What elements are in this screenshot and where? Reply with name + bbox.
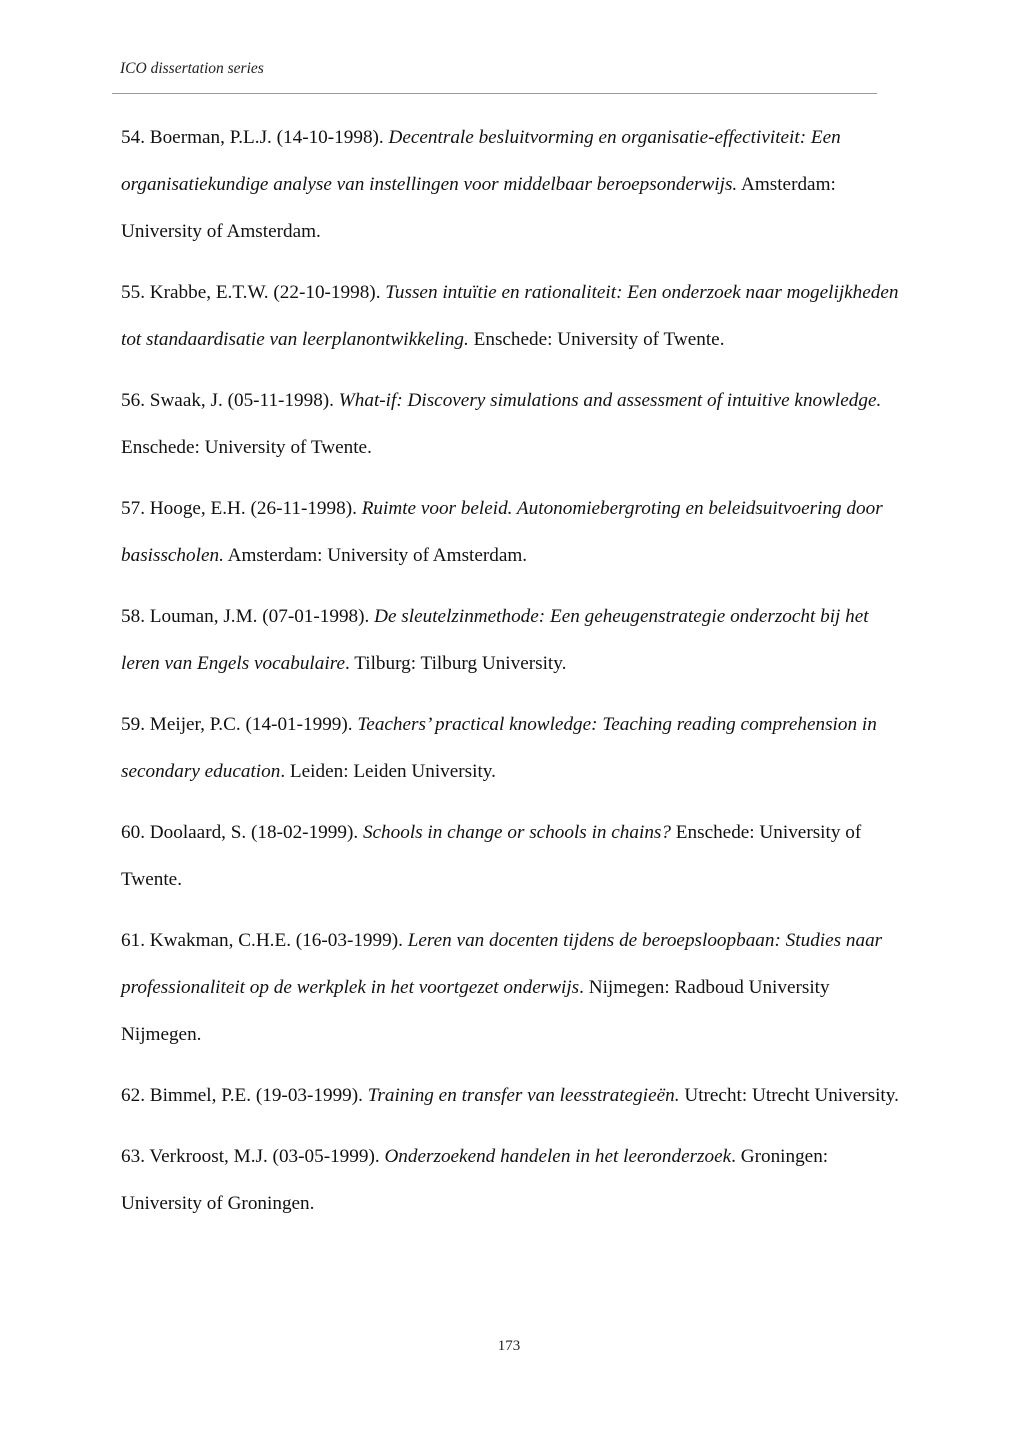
entry-publisher: . Nijmegen: Radboud University Nijmegen. bbox=[121, 977, 830, 1045]
entry-publisher: Utrecht: Utrecht University. bbox=[679, 1085, 899, 1106]
entry-publisher: . Groningen: University of Groningen. bbox=[121, 1146, 829, 1214]
bibliography-entry-55 bbox=[121, 269, 899, 363]
entry-publisher: Enschede: University of Twente. bbox=[121, 437, 372, 458]
bibliography-entry-58 bbox=[121, 593, 899, 687]
entry-title: Tussen intuïtie en rationaliteit: Een onderzoek naar mogelijkheden tot standaardisatie van leerplanontwikkeling. bbox=[121, 282, 899, 350]
entry-lead: 63. Verkroost, M.J. (03-05-1999). bbox=[121, 1146, 385, 1167]
bibliography-entry-60 bbox=[121, 809, 899, 903]
page-number: 173 bbox=[497, 1338, 521, 1354]
header-divider bbox=[112, 93, 877, 94]
entry-lead: 62. Bimmel, P.E. (19-03-1999). bbox=[121, 1085, 368, 1106]
bibliography-entry-62 bbox=[121, 1072, 899, 1119]
entry-publisher: . Leiden: Leiden University. bbox=[280, 761, 496, 782]
entry-lead: 60. Doolaard, S. (18-02-1999). bbox=[121, 822, 363, 843]
bibliography-entry-54 bbox=[121, 114, 899, 255]
running-header: ICO dissertation series bbox=[120, 60, 264, 77]
entry-title: Onderzoekend handelen in het leeronderzoek bbox=[384, 1146, 732, 1167]
entry-title: Schools in change or schools in chains? bbox=[362, 822, 671, 843]
entry-lead: 57. Hooge, E.H. (26-11-1998). bbox=[121, 498, 362, 519]
entry-title: Decentrale besluitvorming en organisatie-effectiviteit: Een organisatiekundige analyse van instellingen voor middelbaar beroepsonderwijs. bbox=[121, 127, 841, 195]
bibliography-entry-57 bbox=[121, 485, 899, 579]
entry-lead: 54. Boerman, P.L.J. (14-10-1998). bbox=[121, 127, 389, 148]
entry-publisher: . Tilburg: Tilburg University. bbox=[344, 653, 567, 674]
entry-publisher: Enschede: University of Twente. bbox=[468, 329, 725, 350]
entry-lead: 59. Meijer, P.C. (14-01-1999). bbox=[121, 714, 358, 735]
bibliography-entry-63 bbox=[121, 1133, 899, 1227]
entry-title: Leren van docenten tijdens de beroepsloopbaan: Studies naar professionaliteit op de werkplek in het voortgezet onderwijs bbox=[121, 930, 883, 998]
bibliography-entry-61 bbox=[121, 917, 899, 1058]
entry-lead: 58. Louman, J.M. (07-01-1998). bbox=[121, 606, 375, 627]
entry-title: What-if: Discovery simulations and assessment of intuitive knowledge. bbox=[338, 390, 882, 411]
entry-lead: 56. Swaak, J. (05-11-1998). bbox=[121, 390, 339, 411]
entry-lead: 61. Kwakman, C.H.E. (16-03-1999). bbox=[121, 930, 408, 951]
bibliography-list bbox=[121, 114, 899, 1241]
bibliography-entry-59 bbox=[121, 701, 899, 795]
entry-publisher: Amsterdam: University of Amsterdam. bbox=[223, 545, 528, 566]
entry-publisher: Amsterdam: University of Amsterdam. bbox=[121, 174, 836, 242]
entry-title: Ruimte voor beleid. Autonomiebergroting en beleidsuitvoering door basisscholen. bbox=[121, 498, 883, 566]
entry-title: De sleutelzinmethode: Een geheugenstrategie onderzocht bij het leren van Engels vocabulaire bbox=[121, 606, 869, 674]
entry-publisher: Enschede: University of Twente. bbox=[121, 822, 862, 890]
entry-title: Training en transfer van leesstrategieën. bbox=[367, 1085, 680, 1106]
entry-title: Teachers’ practical knowledge: Teaching reading comprehension in secondary education bbox=[121, 714, 877, 782]
entry-lead: 55. Krabbe, E.T.W. (22-10-1998). bbox=[121, 282, 386, 303]
bibliography-entry-56 bbox=[121, 377, 899, 471]
